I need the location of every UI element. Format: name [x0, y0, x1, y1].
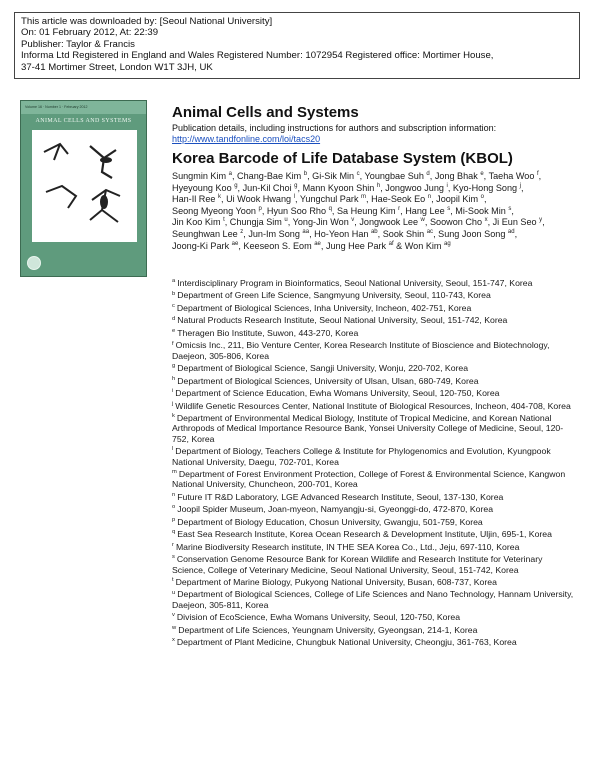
affiliation-item — [172, 529, 576, 539]
author-name-text: Soowon Cho — [429, 217, 483, 228]
journal-cover-image — [20, 100, 147, 277]
affiliation-item — [172, 278, 576, 288]
affiliation-text: Wildlife Genetic Resources Center, National Institute of Biological Resources, Incheon, 404-708, Korea — [175, 400, 571, 411]
affiliation-text: Department of Biological Science, Sangji University, Wonju, 220-702, Korea — [177, 363, 469, 374]
author-affiliation-marker: r — [398, 205, 401, 212]
affiliation-item — [172, 401, 576, 411]
affiliation-item — [172, 554, 576, 575]
author-name-text: Youngbae Suh — [364, 171, 424, 181]
author-name-text: Sung Joon Song — [438, 228, 506, 239]
author-name — [172, 194, 221, 204]
author-name — [371, 194, 431, 204]
author-affiliation-marker: u — [284, 217, 288, 224]
author-name — [303, 183, 381, 193]
author-affiliation-marker: e — [480, 170, 484, 177]
affiliation-text: Department of Biological Sciences, University of Ulsan, Ulsan, 680-749, Korea — [177, 375, 479, 386]
cover-illustration-panel — [32, 130, 137, 242]
author-name — [365, 171, 430, 181]
author-name — [405, 206, 450, 216]
affiliation-marker: r — [172, 541, 174, 548]
author-name — [237, 171, 307, 181]
author-name-text: Jin Koo Kim — [172, 217, 221, 228]
affiliation-marker: w — [172, 624, 177, 631]
affiliation-item — [172, 388, 576, 398]
author-affiliation-marker: y — [539, 217, 543, 224]
affiliation-text: Joopil Spider Museum, Joan-myeon, Namyangju-si, Gyeonggi-do, 472-870, Korea — [177, 504, 494, 515]
author-name — [172, 217, 225, 227]
affiliation-marker: d — [172, 315, 176, 322]
author-list: Sungmin Kim $^a$, Chang-Bae Kim $^b$, Gi-Sik Min $^c$, Youngbae Suh $^d$, Jong Bhak $^e$, Taeha Woo $^f$, Hyeyoung Koo $^g$, Jun-Kil Choi $^g$, Mann Kyoon Shin $^h$, Jongwoo Jung $^i$, Kyo-Hong Song $^j$, Han-Il Ree $^k$, Ui Wook Hwang $^l$, Yungchul Park $^m$, Hae-Seok Eo $^n$, Joopil Kim $^o$, Seong Myeong Yoon $^p$, Hyun Soo Rho $^q$, Sa Heung Kim $^r$, Hang Lee $^s$, Mi-Sook Min $^s$, Jin Koo Kim $^t$, Chungja Sim $^u$, Yong-Jin Won $^v$, Jongwook Lee $^w$, Soowon Cho $^x$, Ji Eun Seo $^y$, Seunghwan Lee $^z$, Jun-Im Song $^{aa}$, Ho-Yeon Han $^{ab}$, Sook Shin $^{ac}$, Sung Joon Song $^{ad}$, Joong-Ki Park $^{ae}$, Keeseon S. Eom $^{ae}$, Jung Hee Park $^{af}$ & Won Kim $^{ag}$ — [172, 170, 545, 251]
author-name — [172, 171, 232, 181]
affiliation-marker: t — [172, 577, 174, 584]
affiliation-text: Department of Biology, Teachers College & Institute for Phylogenomics and Evolution, Kyungpook National University, Daegu, 702-701, Korea — [172, 446, 551, 467]
author-name-text: Keeseon S. Eom — [243, 240, 312, 251]
address-line: 37-41 Mortimer Street, London W1T 3JH, UK — [21, 61, 213, 73]
author-affiliation-marker: g — [234, 182, 238, 189]
author-name-text: Hang Lee — [405, 205, 445, 216]
author-name-text: Mi-Sook Min — [455, 205, 506, 216]
affiliation-marker: s — [172, 554, 175, 561]
author-affiliation-marker: ae — [231, 240, 239, 247]
affiliation-text: Future IT R&D Laboratory, LGE Advanced Research Institute, Seoul, 137-130, Korea — [177, 491, 504, 502]
author-name-text: Yong-Jin Won — [292, 217, 349, 228]
affiliation-text: Department of Environmental Medical Biology, Institute of Tropical Medicine, and Korean National Arthropods of Medical Importance Resource Bank, Yonsei University College of Medicine, Seoul, 120-752, Korea — [172, 413, 564, 444]
author-affiliation-marker: z — [240, 228, 244, 235]
author-name-text: Kyo-Hong Song — [452, 182, 518, 193]
affiliation-marker: j — [172, 400, 174, 407]
author-name-text: Mann Kyoon Shin — [302, 182, 375, 193]
affiliation-text: Department of Science Education, Ewha Womans University, Seoul, 120-750, Korea — [175, 388, 500, 399]
author-affiliation-marker: w — [420, 217, 425, 224]
affiliation-marker: m — [172, 469, 177, 476]
affiliation-text: Department of Marine Biology, Pukyong National University, Busan, 608-737, Korea — [175, 576, 497, 587]
author-name — [300, 194, 366, 204]
author-name-text: Taeha Woo — [488, 171, 535, 181]
author-affiliation-marker: s — [447, 205, 451, 212]
author-name — [172, 183, 238, 193]
affiliation-marker: l — [172, 446, 174, 453]
author-affiliation-marker: v — [351, 217, 355, 224]
author-affiliation-marker: ac — [426, 228, 434, 235]
author-name-text: Sook Shin — [382, 228, 425, 239]
registration-line: Informa Ltd Registered in England and Wales Registered Number: 1072954 Registered office: Mortimer House, — [21, 50, 494, 62]
author-name — [405, 241, 451, 251]
affiliation-marker: q — [172, 529, 176, 536]
affiliation-item — [172, 446, 576, 467]
affiliation-marker: a — [172, 278, 176, 285]
author-name — [314, 229, 377, 239]
author-name — [436, 194, 484, 204]
author-affiliation-marker: g — [294, 182, 298, 189]
affiliation-item — [172, 492, 576, 502]
author-affiliation-marker: i — [446, 182, 448, 189]
author-name-text: Han-Il Ree — [172, 194, 216, 205]
author-name-text: Jun-Kil Choi — [242, 182, 292, 193]
author-name — [385, 183, 448, 193]
author-name-text: Ho-Yeon Han — [314, 228, 369, 239]
affiliation-list — [172, 278, 576, 650]
author-affiliation-marker: ag — [444, 240, 451, 247]
affiliation-item — [172, 577, 576, 587]
affiliation-item — [172, 612, 576, 622]
download-notice-line: This article was downloaded by: [Seoul National University] — [21, 16, 273, 27]
author-affiliation-marker: l — [293, 194, 295, 201]
affiliation-marker: g — [172, 363, 176, 370]
author-affiliation-marker: k — [218, 194, 221, 201]
affiliation-text: East Sea Research Institute, Korea Ocean Research & Development Institute, Uljin, 695-1, Korea — [177, 529, 552, 540]
author-name — [359, 217, 425, 227]
affiliation-item — [172, 376, 576, 386]
affiliation-item — [172, 469, 576, 490]
affiliation-item — [172, 637, 576, 647]
author-affiliation-marker: t — [223, 217, 225, 224]
author-affiliation-marker: o — [480, 194, 484, 201]
author-name-text: Yungchul Park — [299, 194, 359, 205]
cover-illustration — [32, 130, 137, 242]
author-name — [172, 206, 262, 216]
author-affiliation-marker: q — [328, 205, 332, 212]
affiliation-marker: c — [172, 303, 175, 310]
author-affiliation-marker: ab — [370, 228, 378, 235]
author-affiliation-marker: j — [519, 182, 521, 189]
affiliation-item — [172, 328, 576, 338]
publisher-logo-icon — [27, 256, 41, 270]
author-affiliation-marker: af — [388, 240, 394, 247]
author-name-text: Jongwoo Jung — [385, 182, 444, 193]
download-date-line: On: 01 February 2012, At: 22:39 — [21, 27, 159, 39]
author-affiliation-marker: aa — [302, 228, 310, 235]
author-name-text: Won Kim — [404, 240, 442, 251]
affiliation-marker: o — [172, 504, 176, 511]
author-name-text: Chungja Sim — [229, 217, 282, 228]
affiliation-marker: x — [172, 637, 175, 644]
author-name — [438, 229, 514, 239]
author-name — [326, 241, 394, 251]
author-name — [383, 229, 433, 239]
affiliation-item — [172, 363, 576, 373]
author-name — [243, 241, 320, 251]
publisher-line: Publisher: Taylor & Francis — [21, 38, 135, 50]
author-affiliation-marker: c — [356, 170, 360, 177]
author-name — [493, 217, 543, 227]
author-name — [435, 171, 484, 181]
author-name-text: Jongwook Lee — [359, 217, 419, 228]
article-title: Korea Barcode of Life Database System (KBOL) — [172, 150, 513, 167]
affiliation-item — [172, 625, 576, 635]
author-name-text: Jun-Im Song — [248, 228, 300, 239]
author-name-text: Chang-Bae Kim — [237, 171, 302, 181]
author-affiliation-marker: f — [536, 170, 539, 177]
affiliation-text: Department of Forest Environment Protection, College of Forest & Environmental Science, Kangwon National University, Chuncheon, 200-701, Korea — [172, 469, 566, 490]
author-name-text: Seong Myeong Yoon — [172, 205, 256, 216]
affiliation-text: Department of Plant Medicine, Chungbuk National University, Cheongju, 361-763, Korea — [176, 637, 517, 648]
affiliation-text: Department of Biology Education, Chosun University, Gwangju, 501-759, Korea — [177, 516, 483, 527]
download-notice-box — [14, 12, 580, 79]
author-name — [293, 217, 355, 227]
author-name-text: Jong Bhak — [434, 171, 478, 181]
affiliation-item — [172, 315, 576, 325]
author-name — [453, 183, 521, 193]
author-name — [248, 229, 309, 239]
author-name — [267, 206, 332, 216]
author-affiliation-marker: x — [484, 217, 488, 224]
author-affiliation-marker: m — [361, 194, 367, 201]
journal-link[interactable]: http://www.tandfonline.com/loi/tacs20 — [172, 134, 321, 144]
affiliation-item — [172, 303, 576, 313]
author-affiliation-marker: p — [258, 205, 262, 212]
affiliation-text: Department of Green Life Science, Sangmyung University, Seoul, 110-743, Korea — [177, 290, 491, 301]
author-affiliation-marker: ad — [507, 228, 515, 235]
cover-issue-strip: Volume 16 · Number 1 · February 2012 — [21, 101, 146, 114]
affiliation-text: Natural Products Research Institute, Seoul National University, Seoul, 151-742, Korea — [177, 315, 508, 326]
author-name-text: Ui Wook Hwang — [226, 194, 292, 205]
author-name — [455, 206, 511, 216]
author-name — [230, 217, 288, 227]
author-name-text: Hyeyoung Koo — [172, 182, 232, 193]
affiliation-text: Marine Biodiversity Research institute, IN THE SEA Korea Co., Ltd., Jeju, 697-110, Korea — [175, 541, 520, 552]
affiliation-marker: k — [172, 413, 175, 420]
author-affiliation-marker: s — [508, 205, 512, 212]
affiliation-marker: b — [172, 290, 176, 297]
affiliation-text: Department of Biological Sciences, College of Life Sciences and Nano Technology, Hannam University, Daejeon, 305-811, Korea — [172, 589, 574, 610]
affiliation-text: Theragen Bio Institute, Suwon, 443-270, Korea — [177, 327, 359, 338]
affiliation-marker: h — [172, 375, 176, 382]
affiliation-marker: n — [172, 491, 176, 498]
affiliation-text: Conservation Genome Resource Bank for Korean Wildlife and Research Institute for Veterinary Science, College of Veterinary Medicine, Seoul National University, Seoul, 151-742, Korea — [172, 554, 543, 575]
author-name-text: Jung Hee Park — [325, 240, 387, 251]
affiliation-item — [172, 542, 576, 552]
affiliation-text: Interdisciplinary Program in Bioinformatics, Seoul National University, Seoul, 151-747, Korea — [177, 278, 533, 288]
author-name — [243, 183, 298, 193]
author-name-text: Sa Heung Kim — [336, 205, 396, 216]
affiliation-marker: f — [172, 340, 174, 347]
author-name — [172, 241, 238, 251]
affiliation-text: Department of Life Sciences, Yeungnam University, Gyeongsan, 214-1, Korea — [178, 624, 478, 635]
affiliation-item — [172, 290, 576, 300]
affiliation-item — [172, 504, 576, 514]
affiliation-item — [172, 340, 576, 361]
author-affiliation-marker: n — [427, 194, 432, 201]
author-name-text: Seunghwan Lee — [172, 228, 238, 239]
affiliation-item — [172, 517, 576, 527]
affiliation-marker: v — [172, 612, 175, 619]
publication-details: Publication details, including instructions for authors and subscription information: — [172, 123, 497, 133]
cover-title: ANIMAL CELLS AND SYSTEMS — [35, 118, 132, 124]
affiliation-item — [172, 413, 576, 444]
affiliation-marker: u — [172, 589, 176, 596]
affiliation-item — [172, 589, 576, 610]
author-affiliation-marker: h — [376, 182, 381, 189]
affiliation-text: Department of Biological Sciences, Inha University, Incheon, 402-751, Korea — [176, 302, 472, 313]
author-affiliation-marker: ae — [314, 240, 321, 247]
author-name-text: Gi-Sik Min — [312, 171, 355, 181]
affiliation-marker: i — [172, 388, 174, 395]
author-affiliation-marker: d — [426, 170, 430, 177]
author-name-text: Hyun Soo Rho — [266, 205, 327, 216]
author-name-text: Joong-Ki Park — [172, 240, 230, 251]
author-affiliation-marker: b — [303, 170, 308, 177]
author-name — [226, 194, 295, 204]
author-name-text: Joopil Kim — [436, 194, 479, 205]
author-name — [337, 206, 400, 216]
author-name — [430, 217, 488, 227]
author-name — [312, 171, 359, 181]
author-name-text: Hae-Seok Eo — [371, 194, 426, 205]
author-name-text: Sungmin Kim — [172, 171, 227, 181]
author-name-text: Ji Eun Seo — [492, 217, 537, 228]
affiliation-text: Omicsis Inc., 211, Bio Venture Center, Korea Research Institute of Bioscience and Biotechnology, Daejeon, 305-806, Korea — [172, 340, 550, 361]
affiliation-marker: e — [172, 328, 176, 335]
affiliation-text: Division of EcoScience, Ewha Womans University, Seoul, 120-750, Korea — [176, 612, 461, 623]
affiliation-marker: p — [172, 516, 176, 523]
author-name — [489, 171, 539, 181]
author-affiliation-marker: a — [228, 170, 232, 177]
author-name — [172, 229, 243, 239]
journal-title: Animal Cells and Systems — [172, 104, 359, 121]
